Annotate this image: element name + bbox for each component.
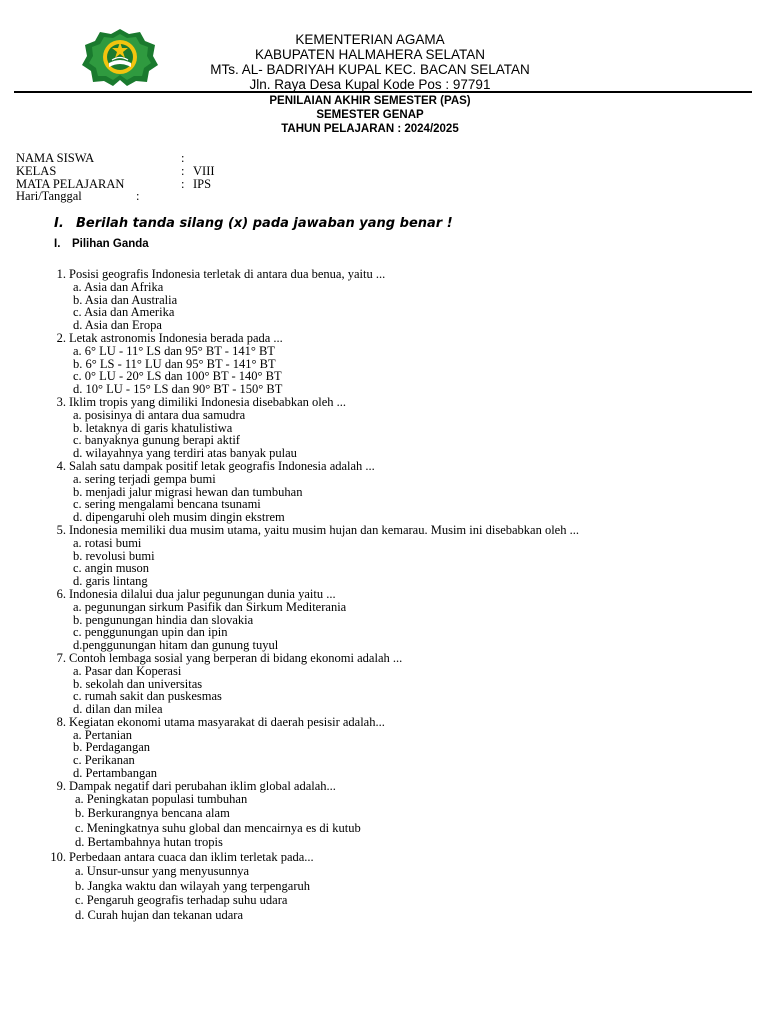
answer-option[interactable]: b. sekolah dan universitas xyxy=(73,676,203,691)
instruction xyxy=(54,216,453,231)
answer-option[interactable]: c. Meningkatnya suhu global dan mencairnya es di kutub xyxy=(75,820,361,835)
question-text: Indonesia dilalui dua jalur pegunungan dunia yaitu ... xyxy=(69,586,336,601)
question-text: Perbedaan antara cuaca dan iklim terletak pada... xyxy=(69,850,314,865)
answer-option[interactable]: c. rumah sakit dan puskesmas xyxy=(73,689,222,704)
identity-value: IPS xyxy=(193,176,212,191)
letterhead-regency: KABUPATEN HALMAHERA SELATAN xyxy=(254,47,486,62)
question-text: Salah satu dampak positif letak geografis Indonesia adalah ... xyxy=(69,458,375,473)
question-text: Indonesia memiliki dua musim utama, yaitu musim hujan dan kemarau. Musim ini disebabkan oleh ... xyxy=(69,522,579,537)
question-text: Iklim tropis yang dimiliki Indonesia disebabkan oleh ... xyxy=(69,394,347,409)
answer-option[interactable]: c. Perikanan xyxy=(73,753,135,768)
answer-option[interactable]: d. garis lintang xyxy=(73,574,148,589)
section-text: Pilihan Ganda xyxy=(72,238,149,250)
question-number: 7. xyxy=(56,650,66,665)
letterhead-ministry: KEMENTERIAN AGAMA xyxy=(295,32,445,47)
answer-option[interactable]: c. Asia dan Amerika xyxy=(73,305,175,320)
answer-option[interactable]: d. Bertambahnya hutan tropis xyxy=(75,835,223,850)
letterhead-address: Jln. Raya Desa Kupal Kode Pos : 97791 xyxy=(249,77,491,92)
answer-option[interactable]: c. angin muson xyxy=(73,561,150,576)
instruction-text: Berilah tanda silang (x) pada jawaban yang benar ! xyxy=(76,216,453,231)
answer-option[interactable]: a. Pertanian xyxy=(73,727,133,742)
answer-option[interactable]: a. rotasi bumi xyxy=(73,535,142,550)
identity-label: KELAS xyxy=(16,163,57,178)
question-number: 8. xyxy=(56,714,66,729)
answer-option[interactable]: b. Perdagangan xyxy=(73,740,151,755)
answer-option[interactable]: b. revolusi bumi xyxy=(73,548,155,563)
question-list xyxy=(0,267,768,922)
section-heading xyxy=(54,238,149,250)
question-item xyxy=(0,651,768,715)
answer-option[interactable]: a. Pasar dan Koperasi xyxy=(73,663,182,678)
answer-option[interactable]: d. 10° LU - 15° LS dan 90° BT - 150° BT xyxy=(73,382,283,397)
answer-option[interactable]: d. Curah hujan dan tekanan udara xyxy=(75,907,243,922)
kemenag-emblem-icon xyxy=(82,28,158,86)
identity-label: Hari/Tanggal xyxy=(16,189,82,204)
answer-option[interactable]: a. 6° LU - 11° LS dan 95° BT - 141° BT xyxy=(73,343,275,358)
identity-colon: : xyxy=(181,176,185,191)
question-number: 5. xyxy=(56,522,66,537)
exam-title xyxy=(160,94,580,136)
question-text: Dampak negatif dari perubahan iklim global adalah... xyxy=(69,778,336,793)
answer-option[interactable]: a. Asia dan Afrika xyxy=(73,279,164,294)
question-text: Posisi geografis Indonesia terletak di antara dua benua, yaitu ... xyxy=(69,267,386,281)
answer-option[interactable]: b. letaknya di garis khatulistiwa xyxy=(73,420,233,435)
answer-option[interactable]: a. Unsur-unsur yang menyusunnya xyxy=(75,864,250,879)
question-number: 4. xyxy=(56,458,66,473)
question-item xyxy=(0,850,768,922)
answer-option[interactable]: d. wilayahnya yang terdiri atas banyak pulau xyxy=(73,446,297,461)
letterhead-school: MTs. AL- BADRIYAH KUPAL KEC. BACAN SELATAN xyxy=(210,62,530,77)
answer-option[interactable]: d. dipengaruhi oleh musim dingin ekstrem xyxy=(73,510,285,525)
question-number: 1. xyxy=(56,267,66,281)
answer-option[interactable]: a. pegunungan sirkum Pasifik dan Sirkum Mediterania xyxy=(73,599,347,614)
answer-option[interactable]: c. banyaknya gunung berapi aktif xyxy=(73,433,240,448)
instruction-number: I. xyxy=(54,216,64,231)
answer-option[interactable]: b. Berkurangnya bencana alam xyxy=(75,806,230,821)
answer-option[interactable]: c. penggunungan upin dan ipin xyxy=(73,625,228,640)
identity-label: NAMA SISWA xyxy=(16,151,95,165)
question-number: 2. xyxy=(56,330,66,345)
exam-title-semester: SEMESTER GENAP xyxy=(316,109,424,121)
identity-colon: : xyxy=(136,189,140,204)
question-item xyxy=(0,587,768,651)
question-item xyxy=(0,523,768,587)
question-number: 3. xyxy=(56,394,66,409)
exam-title-year: TAHUN PELAJARAN : 2024/2025 xyxy=(281,123,459,135)
answer-option[interactable]: c. 0° LU - 20° LS dan 100° BT - 140° BT xyxy=(73,369,282,384)
answer-option[interactable]: d. Pertambangan xyxy=(73,766,158,781)
question-number: 9. xyxy=(56,778,66,793)
answer-option[interactable]: d. Asia dan Eropa xyxy=(73,318,162,333)
identity-colon: : xyxy=(181,163,185,178)
letterhead-divider xyxy=(14,91,752,93)
identity-colon: : xyxy=(181,151,185,165)
answer-option[interactable]: c. sering mengalami bencana tsunami xyxy=(73,497,261,512)
question-text: Kegiatan ekonomi utama masyarakat di daerah pesisir adalah... xyxy=(69,714,385,729)
answer-option[interactable]: b. 6° LS - 11° LU dan 95° BT - 141° BT xyxy=(73,356,276,371)
answer-option[interactable]: b. menjadi jalur migrasi hewan dan tumbuhan xyxy=(73,484,303,499)
answer-option[interactable]: d.penggunungan hitam dan gunung tuyul xyxy=(73,638,279,653)
identity-value: VIII xyxy=(193,163,215,178)
identity-label: MATA PELAJARAN xyxy=(16,176,125,191)
question-text: Letak astronomis Indonesia berada pada ... xyxy=(69,330,283,345)
question-item xyxy=(0,779,768,850)
answer-option[interactable]: a. posisinya di antara dua samudra xyxy=(73,407,246,422)
question-item xyxy=(0,715,768,779)
answer-option[interactable]: b. Jangka waktu dan wilayah yang terpengaruh xyxy=(75,878,310,893)
answer-option[interactable]: b. Asia dan Australia xyxy=(73,292,178,307)
question-item xyxy=(0,267,768,331)
question-item xyxy=(0,395,768,459)
question-item xyxy=(0,459,768,523)
answer-option[interactable]: d. dilan dan milea xyxy=(73,702,163,717)
question-number: 10. xyxy=(50,850,66,865)
section-number: I. xyxy=(54,238,61,250)
exam-title-name: PENILAIAN AKHIR SEMESTER (PAS) xyxy=(269,95,471,107)
question-item xyxy=(0,331,768,395)
answer-option[interactable]: a. sering terjadi gempa bumi xyxy=(73,471,216,486)
answer-option[interactable]: b. pengunungan hindia dan slovakia xyxy=(73,612,254,627)
answer-option[interactable]: a. Peningkatan populasi tumbuhan xyxy=(75,791,248,806)
letterhead xyxy=(160,32,580,92)
question-number: 6. xyxy=(56,586,66,601)
answer-option[interactable]: c. Pengaruh geografis terhadap suhu udara xyxy=(75,893,288,908)
question-text: Contoh lembaga sosial yang berperan di bidang ekonomi adalah ... xyxy=(69,650,403,665)
